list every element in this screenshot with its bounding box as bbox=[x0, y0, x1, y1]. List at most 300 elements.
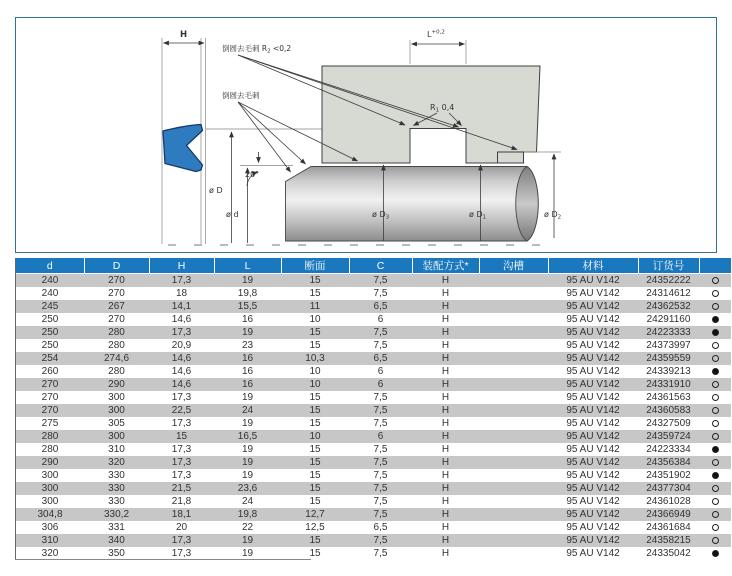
cell-L: 19,8 bbox=[237, 288, 258, 299]
table-row bbox=[16, 313, 731, 326]
radius-note-label: R1 0,4 bbox=[430, 103, 455, 114]
col-header-mount: 装配方式* bbox=[412, 258, 479, 274]
cell-H: 20 bbox=[175, 522, 188, 533]
cell-availability bbox=[699, 508, 731, 521]
cell-mount: H bbox=[441, 496, 450, 507]
cell-section: 15 bbox=[309, 496, 321, 507]
cell-C: 7,5 bbox=[373, 275, 388, 286]
cell-d: 280 bbox=[41, 444, 59, 455]
cell-L: 16,5 bbox=[237, 431, 258, 442]
cell-groove bbox=[479, 495, 548, 508]
cell-D: 280 bbox=[108, 327, 125, 338]
availability-mark bbox=[712, 407, 719, 414]
dia-D3-label: ø D3 bbox=[372, 210, 390, 221]
cell-d: 300 bbox=[41, 496, 59, 507]
cell-mount: H bbox=[441, 379, 450, 390]
cell-groove bbox=[479, 443, 548, 456]
table-row bbox=[16, 274, 731, 288]
table-row bbox=[16, 430, 731, 443]
cell-L: 19 bbox=[241, 418, 254, 429]
availability-mark bbox=[712, 511, 719, 518]
cell-section: 10 bbox=[309, 431, 321, 442]
cell-mount: H bbox=[441, 509, 450, 520]
table-body bbox=[16, 274, 731, 561]
cell-L: 19 bbox=[241, 548, 254, 559]
rod-section bbox=[286, 167, 539, 242]
cell-availability bbox=[699, 430, 731, 443]
cell-order-number: 24223334 bbox=[646, 444, 691, 455]
cell-availability bbox=[699, 300, 731, 313]
cell-C: 6 bbox=[377, 314, 384, 325]
table-row bbox=[16, 378, 731, 391]
cell-D: 267 bbox=[108, 301, 125, 312]
cell-material: 95 AU V142 bbox=[566, 275, 620, 286]
cell-groove bbox=[479, 508, 548, 521]
table-row bbox=[16, 495, 731, 508]
angle-label: 20° bbox=[245, 170, 260, 179]
cell-material: 95 AU V142 bbox=[566, 522, 620, 533]
col-header-availability bbox=[699, 258, 731, 274]
cell-groove bbox=[479, 365, 548, 378]
cell-C: 7,5 bbox=[373, 405, 388, 416]
cell-section: 15 bbox=[309, 327, 321, 338]
cell-groove bbox=[479, 274, 548, 288]
cell-section: 10 bbox=[309, 379, 321, 390]
cell-order-number: 24360583 bbox=[646, 405, 691, 416]
table-header-row bbox=[16, 258, 731, 274]
cell-availability bbox=[699, 274, 731, 288]
cell-order-number: 24361028 bbox=[646, 496, 691, 507]
cell-H: 17,3 bbox=[171, 418, 192, 429]
cell-order-number: 24373997 bbox=[646, 340, 691, 351]
seal-profile bbox=[163, 125, 203, 172]
housing-section bbox=[322, 66, 540, 163]
cell-L: 16 bbox=[241, 353, 254, 364]
cell-C: 7,5 bbox=[373, 392, 388, 403]
cell-H: 17,3 bbox=[171, 457, 192, 468]
cell-D: 330 bbox=[108, 496, 125, 507]
cell-H: 17,3 bbox=[171, 275, 192, 286]
table-row bbox=[16, 521, 731, 534]
table-row bbox=[16, 469, 731, 482]
cell-groove bbox=[479, 391, 548, 404]
cell-d: 250 bbox=[41, 340, 59, 351]
cell-C: 7,5 bbox=[373, 418, 388, 429]
availability-mark bbox=[712, 316, 719, 323]
cell-H: 18 bbox=[175, 288, 188, 299]
cell-D: 350 bbox=[108, 548, 125, 559]
cell-groove bbox=[479, 300, 548, 313]
cell-H: 14,6 bbox=[171, 379, 192, 390]
cell-order-number: 24359724 bbox=[646, 431, 691, 442]
technical-drawing bbox=[0, 0, 732, 257]
cell-availability bbox=[699, 521, 731, 534]
cell-C: 7,5 bbox=[373, 444, 388, 455]
cell-D: 270 bbox=[108, 288, 125, 299]
dia-d-label: ø d bbox=[226, 210, 239, 219]
cell-d: 320 bbox=[41, 548, 59, 559]
cell-order-number: 24339213 bbox=[646, 366, 691, 377]
deburr-note-bottom: 倒圆去毛刺 bbox=[222, 91, 260, 100]
dimension-table bbox=[15, 258, 731, 560]
availability-mark bbox=[712, 420, 719, 427]
table-row bbox=[16, 339, 731, 352]
cell-H: 14,6 bbox=[171, 366, 192, 377]
cell-groove bbox=[479, 417, 548, 430]
cell-d: 245 bbox=[41, 301, 59, 312]
cell-material: 95 AU V142 bbox=[566, 483, 620, 494]
cell-groove bbox=[479, 521, 548, 534]
cell-section: 15 bbox=[309, 548, 321, 559]
cell-H: 14,1 bbox=[171, 301, 192, 312]
cell-groove bbox=[479, 404, 548, 417]
cell-material: 95 AU V142 bbox=[566, 405, 620, 416]
availability-mark bbox=[712, 459, 719, 466]
cell-d: 300 bbox=[41, 483, 59, 494]
cell-order-number: 24335042 bbox=[646, 548, 691, 559]
cell-availability bbox=[699, 313, 731, 326]
cell-mount: H bbox=[441, 444, 450, 455]
table-row bbox=[16, 391, 731, 404]
deburr-note-top: 倒圆去毛刺 $R_2 <0,2$ bbox=[222, 44, 292, 55]
cell-C: 7,5 bbox=[373, 535, 388, 546]
cell-H: 21,5 bbox=[171, 483, 192, 494]
cell-L: 24 bbox=[241, 405, 254, 416]
availability-mark bbox=[712, 355, 719, 362]
cell-section: 10 bbox=[309, 366, 321, 377]
col-header-D: D bbox=[84, 258, 149, 274]
cell-section: 15 bbox=[309, 275, 321, 286]
cell-material: 95 AU V142 bbox=[566, 340, 620, 351]
cell-d: 240 bbox=[41, 288, 59, 299]
cell-mount: H bbox=[441, 535, 450, 546]
cell-order-number: 24356384 bbox=[646, 457, 691, 468]
cell-order-number: 24366949 bbox=[646, 509, 691, 520]
col-header-L: L bbox=[214, 258, 281, 274]
availability-mark bbox=[712, 537, 719, 544]
cell-D: 300 bbox=[108, 431, 125, 442]
cell-mount: H bbox=[441, 366, 450, 377]
table-row bbox=[16, 352, 731, 365]
cell-availability bbox=[699, 326, 731, 339]
cell-mount: H bbox=[441, 457, 450, 468]
cell-d: 306 bbox=[41, 522, 59, 533]
cell-section: 12,7 bbox=[305, 509, 325, 520]
cell-material: 95 AU V142 bbox=[566, 379, 620, 390]
cell-material: 95 AU V142 bbox=[566, 470, 620, 481]
cell-mount: H bbox=[441, 275, 450, 286]
cell-H: 17,3 bbox=[171, 444, 192, 455]
cell-H: 20,9 bbox=[171, 340, 192, 351]
cell-material: 95 AU V142 bbox=[566, 353, 620, 364]
cell-material: 95 AU V142 bbox=[566, 288, 620, 299]
cell-d: 290 bbox=[41, 457, 59, 468]
cell-L: 16 bbox=[241, 379, 254, 390]
cell-order-number: 24361563 bbox=[646, 392, 691, 403]
cell-H: 15 bbox=[175, 431, 188, 442]
cell-C: 7,5 bbox=[373, 340, 388, 351]
cell-L: 23,6 bbox=[237, 483, 258, 494]
cell-L: 16 bbox=[241, 366, 254, 377]
cell-d: 300 bbox=[41, 470, 59, 481]
cell-section: 15 bbox=[309, 405, 321, 416]
cell-availability bbox=[699, 417, 731, 430]
cell-material: 95 AU V142 bbox=[566, 366, 620, 377]
cell-H: 17,3 bbox=[171, 548, 192, 559]
cell-mount: H bbox=[441, 522, 450, 533]
cell-H: 17,3 bbox=[171, 327, 192, 338]
col-header-H: H bbox=[149, 258, 214, 274]
cell-section: 10 bbox=[309, 314, 321, 325]
cell-C: 7,5 bbox=[373, 548, 388, 559]
cell-availability bbox=[699, 443, 731, 456]
cell-mount: H bbox=[441, 392, 450, 403]
cell-H: 17,3 bbox=[171, 392, 192, 403]
cell-material: 95 AU V142 bbox=[566, 314, 620, 325]
table-row bbox=[16, 326, 731, 339]
availability-mark bbox=[712, 498, 719, 505]
col-header-order-number: 订货号 bbox=[638, 258, 699, 274]
dia-D-dimension bbox=[209, 132, 232, 243]
col-header-groove: 沟槽 bbox=[479, 258, 548, 274]
cell-groove bbox=[479, 456, 548, 469]
cell-d: 270 bbox=[41, 392, 59, 403]
dia-D2-dimension bbox=[544, 154, 561, 238]
cell-section: 15 bbox=[309, 444, 321, 455]
availability-mark bbox=[712, 550, 719, 557]
cell-mount: H bbox=[441, 405, 450, 416]
cell-groove bbox=[479, 287, 548, 300]
cell-material: 95 AU V142 bbox=[566, 457, 620, 468]
cell-section: 15 bbox=[309, 288, 321, 299]
cell-material: 95 AU V142 bbox=[566, 392, 620, 403]
cell-material: 95 AU V142 bbox=[566, 444, 620, 455]
cell-order-number: 24351902 bbox=[646, 470, 691, 481]
cell-L: 19 bbox=[241, 457, 254, 468]
table-row bbox=[16, 443, 731, 456]
dimension-table-grid bbox=[16, 258, 731, 560]
cell-H: 14,6 bbox=[171, 353, 192, 364]
cell-order-number: 24377304 bbox=[646, 483, 691, 494]
cell-d: 254 bbox=[41, 353, 59, 364]
cell-material: 95 AU V142 bbox=[566, 509, 620, 520]
cell-section: 15 bbox=[309, 470, 321, 481]
dia-D2-label: ø D2 bbox=[544, 210, 562, 221]
cell-D: 305 bbox=[108, 418, 125, 429]
support-ring-section bbox=[498, 152, 524, 163]
cell-groove bbox=[479, 534, 548, 547]
availability-mark bbox=[712, 446, 719, 453]
cell-section: 15 bbox=[309, 535, 321, 546]
cell-C: 7,5 bbox=[373, 496, 388, 507]
cell-availability bbox=[699, 404, 731, 417]
col-header-material: 材料 bbox=[548, 258, 638, 274]
cell-C: 7,5 bbox=[373, 457, 388, 468]
cell-mount: H bbox=[441, 431, 450, 442]
cell-C: 7,5 bbox=[373, 327, 388, 338]
availability-mark bbox=[712, 381, 719, 388]
cell-L: 24 bbox=[241, 496, 254, 507]
table-row bbox=[16, 287, 731, 300]
cell-mount: H bbox=[441, 483, 450, 494]
cell-d: 270 bbox=[41, 405, 59, 416]
cell-groove bbox=[479, 326, 548, 339]
cell-order-number: 24327509 bbox=[646, 418, 691, 429]
cell-availability bbox=[699, 482, 731, 495]
cell-availability bbox=[699, 339, 731, 352]
cell-d: 304,8 bbox=[37, 509, 63, 520]
cell-availability bbox=[699, 456, 731, 469]
cell-groove bbox=[479, 482, 548, 495]
page-edge-line bbox=[15, 559, 311, 560]
cell-material: 95 AU V142 bbox=[566, 496, 620, 507]
cell-C: 6,5 bbox=[373, 301, 388, 312]
cell-L: 23 bbox=[241, 340, 254, 351]
cell-mount: H bbox=[441, 470, 450, 481]
availability-mark bbox=[712, 433, 719, 440]
cell-groove bbox=[479, 430, 548, 443]
cell-section: 15 bbox=[309, 392, 321, 403]
cell-d: 275 bbox=[41, 418, 59, 429]
cell-mount: H bbox=[441, 301, 450, 312]
cell-section: 15 bbox=[309, 483, 321, 494]
cell-mount: H bbox=[441, 353, 450, 364]
cell-D: 274,6 bbox=[103, 353, 130, 364]
cell-order-number: 24358215 bbox=[646, 535, 691, 546]
cell-d: 250 bbox=[41, 327, 59, 338]
cell-availability bbox=[699, 391, 731, 404]
cell-H: 17,3 bbox=[171, 470, 192, 481]
cell-C: 6 bbox=[377, 366, 384, 377]
cell-D: 330 bbox=[108, 470, 125, 481]
table-row bbox=[16, 300, 731, 313]
cell-L: 19 bbox=[241, 470, 254, 481]
cell-D: 320 bbox=[108, 457, 125, 468]
cell-L: 15,5 bbox=[237, 301, 258, 312]
cell-groove bbox=[479, 339, 548, 352]
cell-section: 10,3 bbox=[305, 353, 325, 364]
cell-order-number: 24331910 bbox=[646, 379, 691, 390]
cell-availability bbox=[699, 365, 731, 378]
table-row bbox=[16, 508, 731, 521]
cell-H: 22,5 bbox=[171, 405, 192, 416]
cell-material: 95 AU V142 bbox=[566, 431, 620, 442]
cell-D: 270 bbox=[108, 275, 125, 286]
cell-material: 95 AU V142 bbox=[566, 548, 620, 559]
cell-C: 7,5 bbox=[373, 288, 388, 299]
cell-D: 330,2 bbox=[103, 509, 130, 520]
cell-H: 18,1 bbox=[171, 509, 192, 520]
availability-mark bbox=[712, 485, 719, 492]
cell-groove bbox=[479, 469, 548, 482]
cell-availability bbox=[699, 352, 731, 365]
cell-L: 19 bbox=[241, 327, 254, 338]
availability-mark bbox=[712, 290, 719, 297]
cell-d: 270 bbox=[41, 379, 59, 390]
table-row bbox=[16, 365, 731, 378]
cell-section: 15 bbox=[309, 340, 321, 351]
cell-D: 330 bbox=[108, 483, 125, 494]
cell-D: 290 bbox=[108, 379, 125, 390]
cell-section: 15 bbox=[309, 418, 321, 429]
table-row bbox=[16, 404, 731, 417]
cell-d: 310 bbox=[41, 535, 59, 546]
l-dimension bbox=[410, 30, 466, 65]
cell-groove bbox=[479, 547, 548, 560]
cell-L: 19 bbox=[241, 535, 254, 546]
table-row bbox=[16, 534, 731, 547]
dia-d-dimension bbox=[226, 168, 248, 243]
cell-d: 250 bbox=[41, 314, 59, 325]
cell-mount: H bbox=[441, 548, 450, 559]
cell-mount: H bbox=[441, 418, 450, 429]
cell-C: 6,5 bbox=[373, 522, 388, 533]
table-row bbox=[16, 417, 731, 430]
cell-C: 7,5 bbox=[373, 509, 388, 520]
dia-D-label: ø D bbox=[209, 186, 223, 195]
availability-mark bbox=[712, 524, 719, 531]
cell-groove bbox=[479, 352, 548, 365]
cell-L: 19 bbox=[241, 392, 254, 403]
cell-L: 16 bbox=[241, 314, 254, 325]
cell-availability bbox=[699, 287, 731, 300]
cell-D: 270 bbox=[108, 314, 125, 325]
cell-material: 95 AU V142 bbox=[566, 418, 620, 429]
cell-material: 95 AU V142 bbox=[566, 535, 620, 546]
cell-order-number: 24223333 bbox=[646, 327, 691, 338]
cell-L: 19,8 bbox=[237, 509, 258, 520]
cell-material: 95 AU V142 bbox=[566, 301, 620, 312]
col-header-C: C bbox=[349, 258, 412, 274]
cell-availability bbox=[699, 469, 731, 482]
cell-section: 11 bbox=[309, 301, 321, 312]
cell-mount: H bbox=[441, 340, 450, 351]
cell-order-number: 24291160 bbox=[646, 314, 691, 325]
cell-L: 22 bbox=[241, 522, 254, 533]
cell-section: 15 bbox=[309, 457, 321, 468]
col-header-d: d bbox=[16, 258, 84, 274]
cell-L: 19 bbox=[241, 275, 254, 286]
availability-mark bbox=[712, 329, 719, 336]
cell-d: 240 bbox=[41, 275, 59, 286]
cell-mount: H bbox=[441, 327, 450, 338]
cell-H: 17,3 bbox=[171, 535, 192, 546]
cell-availability bbox=[699, 378, 731, 391]
cell-H: 14,6 bbox=[171, 314, 192, 325]
cell-D: 300 bbox=[108, 392, 125, 403]
availability-mark bbox=[712, 277, 719, 284]
cell-d: 260 bbox=[41, 366, 59, 377]
cell-C: 7,5 bbox=[373, 483, 388, 494]
cell-availability bbox=[699, 534, 731, 547]
dia-D1-label: ø D1 bbox=[469, 210, 487, 221]
availability-mark bbox=[712, 303, 719, 310]
cell-C: 6 bbox=[377, 379, 384, 390]
cell-L: 19 bbox=[241, 444, 254, 455]
availability-mark bbox=[712, 368, 719, 375]
cell-D: 280 bbox=[108, 340, 125, 351]
cell-section: 12,5 bbox=[305, 522, 325, 533]
cell-D: 280 bbox=[108, 366, 125, 377]
cell-availability bbox=[699, 547, 731, 560]
cell-material: 95 AU V142 bbox=[566, 327, 620, 338]
cell-order-number: 24361684 bbox=[646, 522, 691, 533]
cell-C: 7,5 bbox=[373, 470, 388, 481]
cell-D: 340 bbox=[108, 535, 125, 546]
cell-mount: H bbox=[441, 288, 450, 299]
cell-C: 6 bbox=[377, 431, 384, 442]
cell-order-number: 24314612 bbox=[646, 288, 691, 299]
